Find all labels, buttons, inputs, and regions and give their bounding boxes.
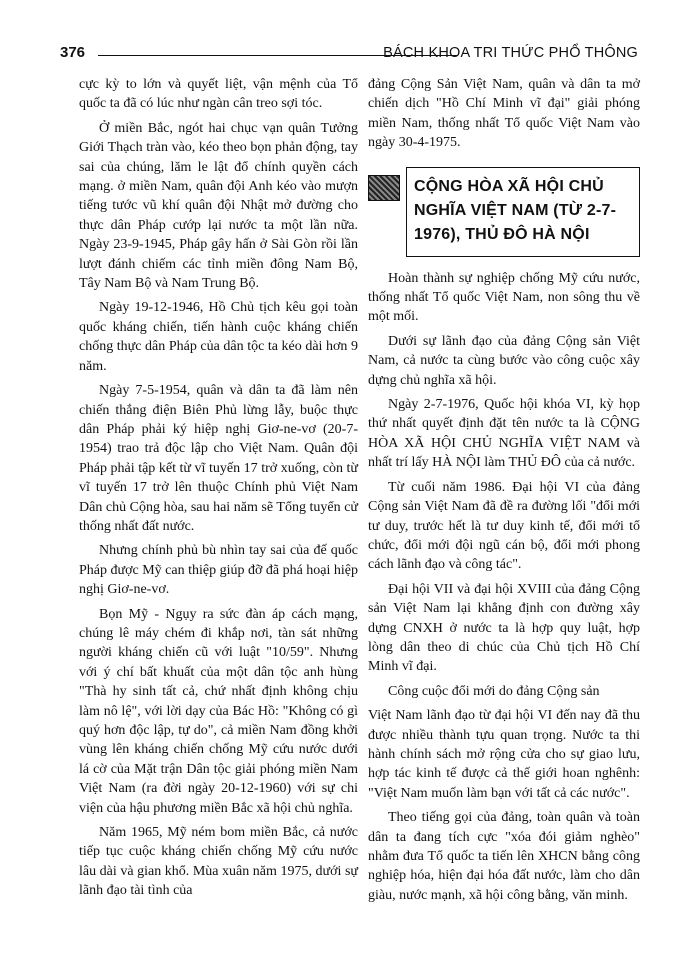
paragraph: cực kỳ to lớn và quyết liệt, vận mệnh của Tổ quốc ta đã có lúc như ngàn cân treo sợi tóc. bbox=[79, 77, 358, 112]
page-header bbox=[60, 44, 638, 68]
paragraph: Ngày 7-5-1954, quân và dân ta đã làm nên chiến thắng điện Biên Phủ lừng lẫy, buộc thực dân Pháp phải ký hiệp nghị Giơ-ne-vơ (20-7-1954) trao trả độc lập cho Việt Nam. Quân đội Pháp phải tập kết từ vĩ tuyến 17 trở xuống, còn từ vĩ tuyến 17 trở lên thuộc Chính phủ Việt Nam Dân chủ Cộng hòa, sau hai năm sẽ Tổng tuyển cử thống nhất đất nước. bbox=[79, 383, 358, 534]
running-title: BÁCH KHOA TRI THỨC PHỔ THÔNG bbox=[383, 45, 638, 61]
paragraph: Việt Nam lãnh đạo từ đại hội VI đến nay đã thu được nhiều thành tựu quan trọng. Nước ta thi hành chính sách mở rộng cửa cho sự giao lưu, hợp tác kinh tế được cả thế giới hoan nghênh: "Việt Nam muốn làm bạn với tất cả các nước". bbox=[368, 708, 640, 801]
paragraph: đảng Cộng Sản Việt Nam, quân và dân ta mở chiến dịch "Hồ Chí Minh vĩ đại" giải phóng miền Nam, thống nhất Tổ quốc Việt Nam vào ngày 30-4-1975. bbox=[368, 77, 640, 151]
section-heading-box bbox=[368, 167, 640, 257]
paragraph: Đại hội VII và đại hội XVIII của đảng Cộng sản Việt Nam lại khẳng định con đường xây dựng CNXH ở nước ta là hợp quy luật, hợp lòng dân theo di chúc của Chủ tịch Hồ Chí Minh vĩ đại. bbox=[368, 581, 640, 675]
paragraph: Năm 1965, Mỹ ném bom miền Bắc, cả nước tiếp tục cuộc kháng chiến chống Mỹ cứu nước lâu dài và gian khổ. Mùa xuân năm 1975, dưới sự lãnh đạo tài tình của bbox=[79, 825, 358, 899]
paragraph: Từ cuối năm 1986. Đại hội VI của đảng Cộng sản Việt Nam đã đề ra đường lối "đổi mới tư duy, trước hết là tư duy kinh tế, đổi mới tổ chức, đổi mới đội ngũ cán bộ, đổi mới phong cách lãnh đạo và công tác". bbox=[368, 479, 640, 573]
decorative-pattern-icon bbox=[368, 175, 400, 201]
paragraph: Công cuộc đổi mới do đảng Cộng sản bbox=[388, 683, 600, 699]
paragraph: Nhưng chính phủ bù nhìn tay sai của đế quốc Pháp được Mỹ can thiệp giúp đỡ đã phá hoại hiệp nghị Giơ-ne-vơ. bbox=[79, 543, 359, 598]
left-column bbox=[79, 75, 358, 906]
paragraph: Ngày 19-12-1946, Hồ Chủ tịch kêu gọi toàn quốc kháng chiến, tiến hành cuộc kháng chiến chống thực dân Pháp của dân tộc ta kéo dài hơn 9 năm. bbox=[79, 300, 358, 374]
paragraph: Dưới sự lãnh đạo của đảng Cộng sản Việt Nam, cả nước ta cùng bước vào công cuộc xây dựng chủ nghĩa xã hội. bbox=[368, 333, 640, 388]
paragraph: Bọn Mỹ - Ngụy ra sức đàn áp cách mạng, chúng lê máy chém đi khắp nơi, tàn sát những người kháng chiến cũ với luật "10/59". Nhưng với ý chí bất khuất của một dân tộc anh hùng "Thà hy sinh tất cả, chứ nhất định không chịu làm nô lệ", với lời dạy của Bác Hồ: "Không có gì quý hơn độc lập, tự do", cả miền Nam đồng khởi vùng lên kháng chiến chống Mỹ cứu nước dưới lá cờ của Mặt trận Dân tộc giải phóng miền Nam Việt Nam (ra đời ngày 20-12-1960) với sự chi viện của hậu phương miền Bắc xã hội chủ nghĩa. bbox=[79, 606, 358, 816]
right-column bbox=[368, 75, 640, 910]
paragraph: Hoàn thành sự nghiệp chống Mỹ cứu nước, thống nhất Tổ quốc Việt Nam, non sông thu về một mối. bbox=[368, 270, 640, 325]
paragraph: Ngày 2-7-1976, Quốc hội khóa VI, kỳ họp thứ nhất quyết định đặt tên nước ta là CỘNG HÒA XÃ HỘI CHỦ NGHĨA VIỆT NAM và nhất trí lấy HÀ NỘI làm THỦ ĐÔ của cả nước. bbox=[368, 397, 640, 471]
page-number: 376 bbox=[60, 44, 86, 61]
paragraph: Theo tiếng gọi của đảng, toàn quân và toàn dân ta đang tích cực "xóa đói giảm nghèo" nhằm đưa Tổ quốc ta tiến lên XHCN bằng công nghiệp hóa, hiện đại hóa đất nước, làm cho dân giàu, nước mạnh, xã hội công bằng, văn minh. bbox=[368, 810, 640, 903]
paragraph: Ở miền Bắc, ngót hai chục vạn quân Tưởng Giới Thạch tràn vào, kéo theo bọn phản động, tay sai của chúng, lăm le lật đổ chính quyền cách mạng. ở miền Nam, quân đội Anh kéo vào mượn tiếng tước vũ khí quân đội Nhật mở đường cho thực dân Pháp cướp lại nước ta một lần nữa. Ngày 23-9-1945, Pháp gây hấn ở Sài Gòn rồi lần lượt đánh chiếm các tỉnh miền đông Nam Bộ, Tây Nam Bộ và Nam Trung Bộ. bbox=[79, 120, 358, 292]
section-title: CỘNG HÒA XÃ HỘI CHỦ NGHĨA VIỆT NAM (TỪ 2-7-1976), THỦ ĐÔ HÀ NỘI bbox=[414, 177, 617, 243]
